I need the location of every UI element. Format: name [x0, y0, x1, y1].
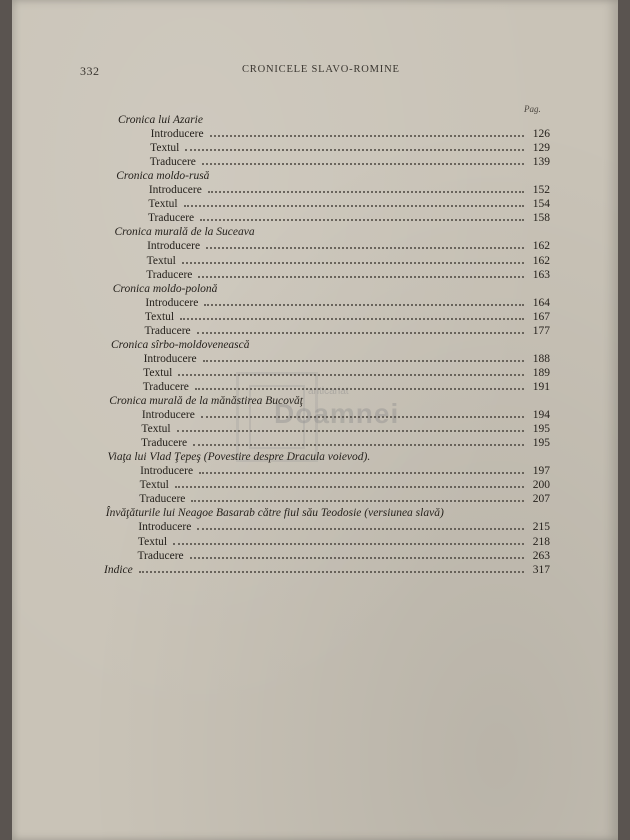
- toc-page-number: 154: [532, 198, 550, 211]
- book-page: [12, 0, 618, 840]
- watermark-small-text: anticariat: [308, 386, 349, 397]
- dot-leader: [206, 246, 524, 249]
- toc-page-number: 177: [532, 324, 550, 337]
- toc-page-number: 207: [532, 493, 550, 506]
- dot-leader: [180, 317, 524, 320]
- page-column-label: Pag.: [524, 104, 541, 114]
- dot-leader: [198, 275, 524, 278]
- toc-section: [115, 224, 551, 238]
- toc-page-number: 195: [532, 423, 550, 436]
- toc-label: Traducere: [146, 268, 193, 281]
- toc-label: Traducere: [149, 156, 196, 169]
- toc-entry: [148, 210, 550, 224]
- toc-page-number: 139: [532, 156, 550, 169]
- toc-label: Învăţăturile lui Neagoe Basarab către fiul său Teodosie (versiunea slavă): [105, 507, 444, 520]
- toc-label: Introducere: [141, 409, 195, 422]
- toc-label: Introducere: [145, 296, 199, 309]
- dot-leader: [178, 373, 524, 376]
- toc-label: Cronica murală de la Suceava: [114, 226, 255, 239]
- toc-label: Traducere: [142, 380, 189, 393]
- toc-label: Traducere: [139, 493, 186, 506]
- toc-page-number: 194: [532, 409, 550, 422]
- toc-label: Traducere: [137, 549, 184, 562]
- toc-section: [111, 337, 550, 351]
- toc-page-number: 189: [532, 366, 550, 379]
- toc-page-number: 191: [532, 380, 550, 393]
- toc-page-number: 317: [532, 563, 550, 576]
- toc-entry: [150, 154, 550, 168]
- toc-entry: [148, 196, 550, 210]
- toc-entry: [150, 140, 550, 154]
- toc-entry: [138, 534, 550, 548]
- toc-page-number: 200: [532, 479, 550, 492]
- toc-section: [109, 393, 550, 407]
- dot-leader: [202, 162, 524, 165]
- toc-label: Cronica murală de la mănăstirea Bucovăţ: [109, 395, 303, 407]
- toc-label: Textul: [148, 198, 178, 211]
- toc-label: Traducere: [140, 437, 188, 450]
- toc-page-number: 158: [532, 212, 550, 225]
- toc-entry: [141, 435, 550, 449]
- dot-leader: [208, 190, 524, 193]
- toc-label: Textul: [144, 310, 175, 323]
- toc-page-number: 162: [532, 254, 550, 267]
- toc-label: Cronica lui Azarie: [118, 114, 203, 126]
- toc-entry: [144, 323, 550, 337]
- dot-leader: [199, 471, 524, 474]
- toc-label: Textul: [146, 254, 176, 267]
- dot-leader: [185, 148, 524, 151]
- dot-leader: [210, 134, 524, 137]
- toc-page-number: 126: [532, 128, 550, 141]
- table-of-contents: [12, 0, 618, 840]
- toc-entry: [138, 519, 550, 533]
- toc-entry: [145, 309, 550, 323]
- toc-label: Textul: [137, 535, 168, 548]
- dot-leader: [201, 415, 524, 418]
- toc-entry: [141, 421, 550, 435]
- toc-page-number: 195: [532, 437, 550, 450]
- dot-leader: [139, 570, 524, 573]
- toc-label: Introducere: [148, 184, 202, 197]
- toc-entry: [143, 379, 550, 393]
- toc-label: Introducere: [150, 128, 204, 141]
- dot-leader: [184, 204, 524, 207]
- dot-leader: [182, 261, 524, 264]
- toc-page-number: 215: [532, 521, 550, 534]
- toc-page-number: 263: [532, 549, 550, 562]
- toc-entry: [140, 477, 550, 491]
- dot-leader: [200, 218, 524, 221]
- toc-section: [108, 449, 551, 463]
- toc-label: Cronica moldo-rusă: [116, 170, 210, 183]
- toc-label: Introducere: [138, 521, 192, 534]
- toc-entry: [149, 182, 550, 196]
- dot-leader: [197, 527, 524, 530]
- toc-page-number: 197: [532, 465, 550, 478]
- toc-page-number: 162: [532, 240, 550, 253]
- toc-entry: [137, 548, 550, 562]
- toc-label: Textul: [139, 479, 169, 492]
- toc-label: Cronica moldo-polonă: [112, 282, 218, 295]
- toc-label: Textul: [150, 142, 180, 155]
- toc-section: [104, 562, 550, 576]
- toc-page-number: 129: [532, 142, 550, 155]
- toc-label: Indice: [104, 563, 133, 576]
- toc-label: Introducere: [143, 352, 197, 365]
- toc-page-number: 188: [532, 352, 550, 365]
- toc-page-number: 152: [532, 184, 550, 197]
- toc-label: Traducere: [147, 212, 195, 225]
- toc-entry: [146, 267, 550, 281]
- toc-section: [106, 505, 550, 519]
- toc-label: Traducere: [144, 324, 191, 337]
- watermark-word: Doamnei: [274, 398, 400, 429]
- toc-page-number: 218: [532, 535, 550, 548]
- toc-entry: [143, 365, 550, 379]
- toc-section: [113, 281, 550, 295]
- toc-page-number: 163: [532, 268, 550, 281]
- toc-label: Introducere: [147, 240, 201, 253]
- toc-entry: [140, 463, 550, 477]
- dot-leader: [197, 331, 524, 334]
- dot-leader: [203, 359, 524, 362]
- toc-label: Cronica sîrbo-moldovenească: [111, 338, 250, 351]
- toc-entry: [139, 491, 550, 505]
- running-title: CRONICELE SLAVO-ROMINE: [242, 64, 400, 75]
- toc-label: Viaţa lui Vlad Ţepeş (Povestire despre Dracula voievod).: [107, 451, 371, 464]
- toc-page-number: 167: [532, 310, 550, 323]
- toc-entry: [147, 238, 550, 252]
- page-number: 332: [80, 64, 100, 78]
- dot-leader: [195, 387, 524, 390]
- dot-leader: [193, 443, 524, 446]
- toc-label: Textul: [143, 366, 173, 379]
- dot-leader: [204, 303, 524, 306]
- toc-entry: [151, 126, 550, 140]
- toc-label: Textul: [141, 423, 171, 436]
- toc-section: [116, 168, 550, 182]
- toc-entry: [145, 295, 550, 309]
- dot-leader: [175, 485, 524, 488]
- toc-entry: [144, 351, 550, 365]
- dot-leader: [191, 499, 524, 502]
- dot-leader: [190, 556, 524, 559]
- toc-entry: [142, 407, 550, 421]
- toc-entry: [147, 253, 550, 267]
- toc-section: [118, 112, 550, 126]
- dot-leader: [177, 429, 524, 432]
- toc-page-number: 164: [532, 296, 550, 309]
- toc-label: Introducere: [140, 465, 194, 478]
- dot-leader: [173, 542, 524, 545]
